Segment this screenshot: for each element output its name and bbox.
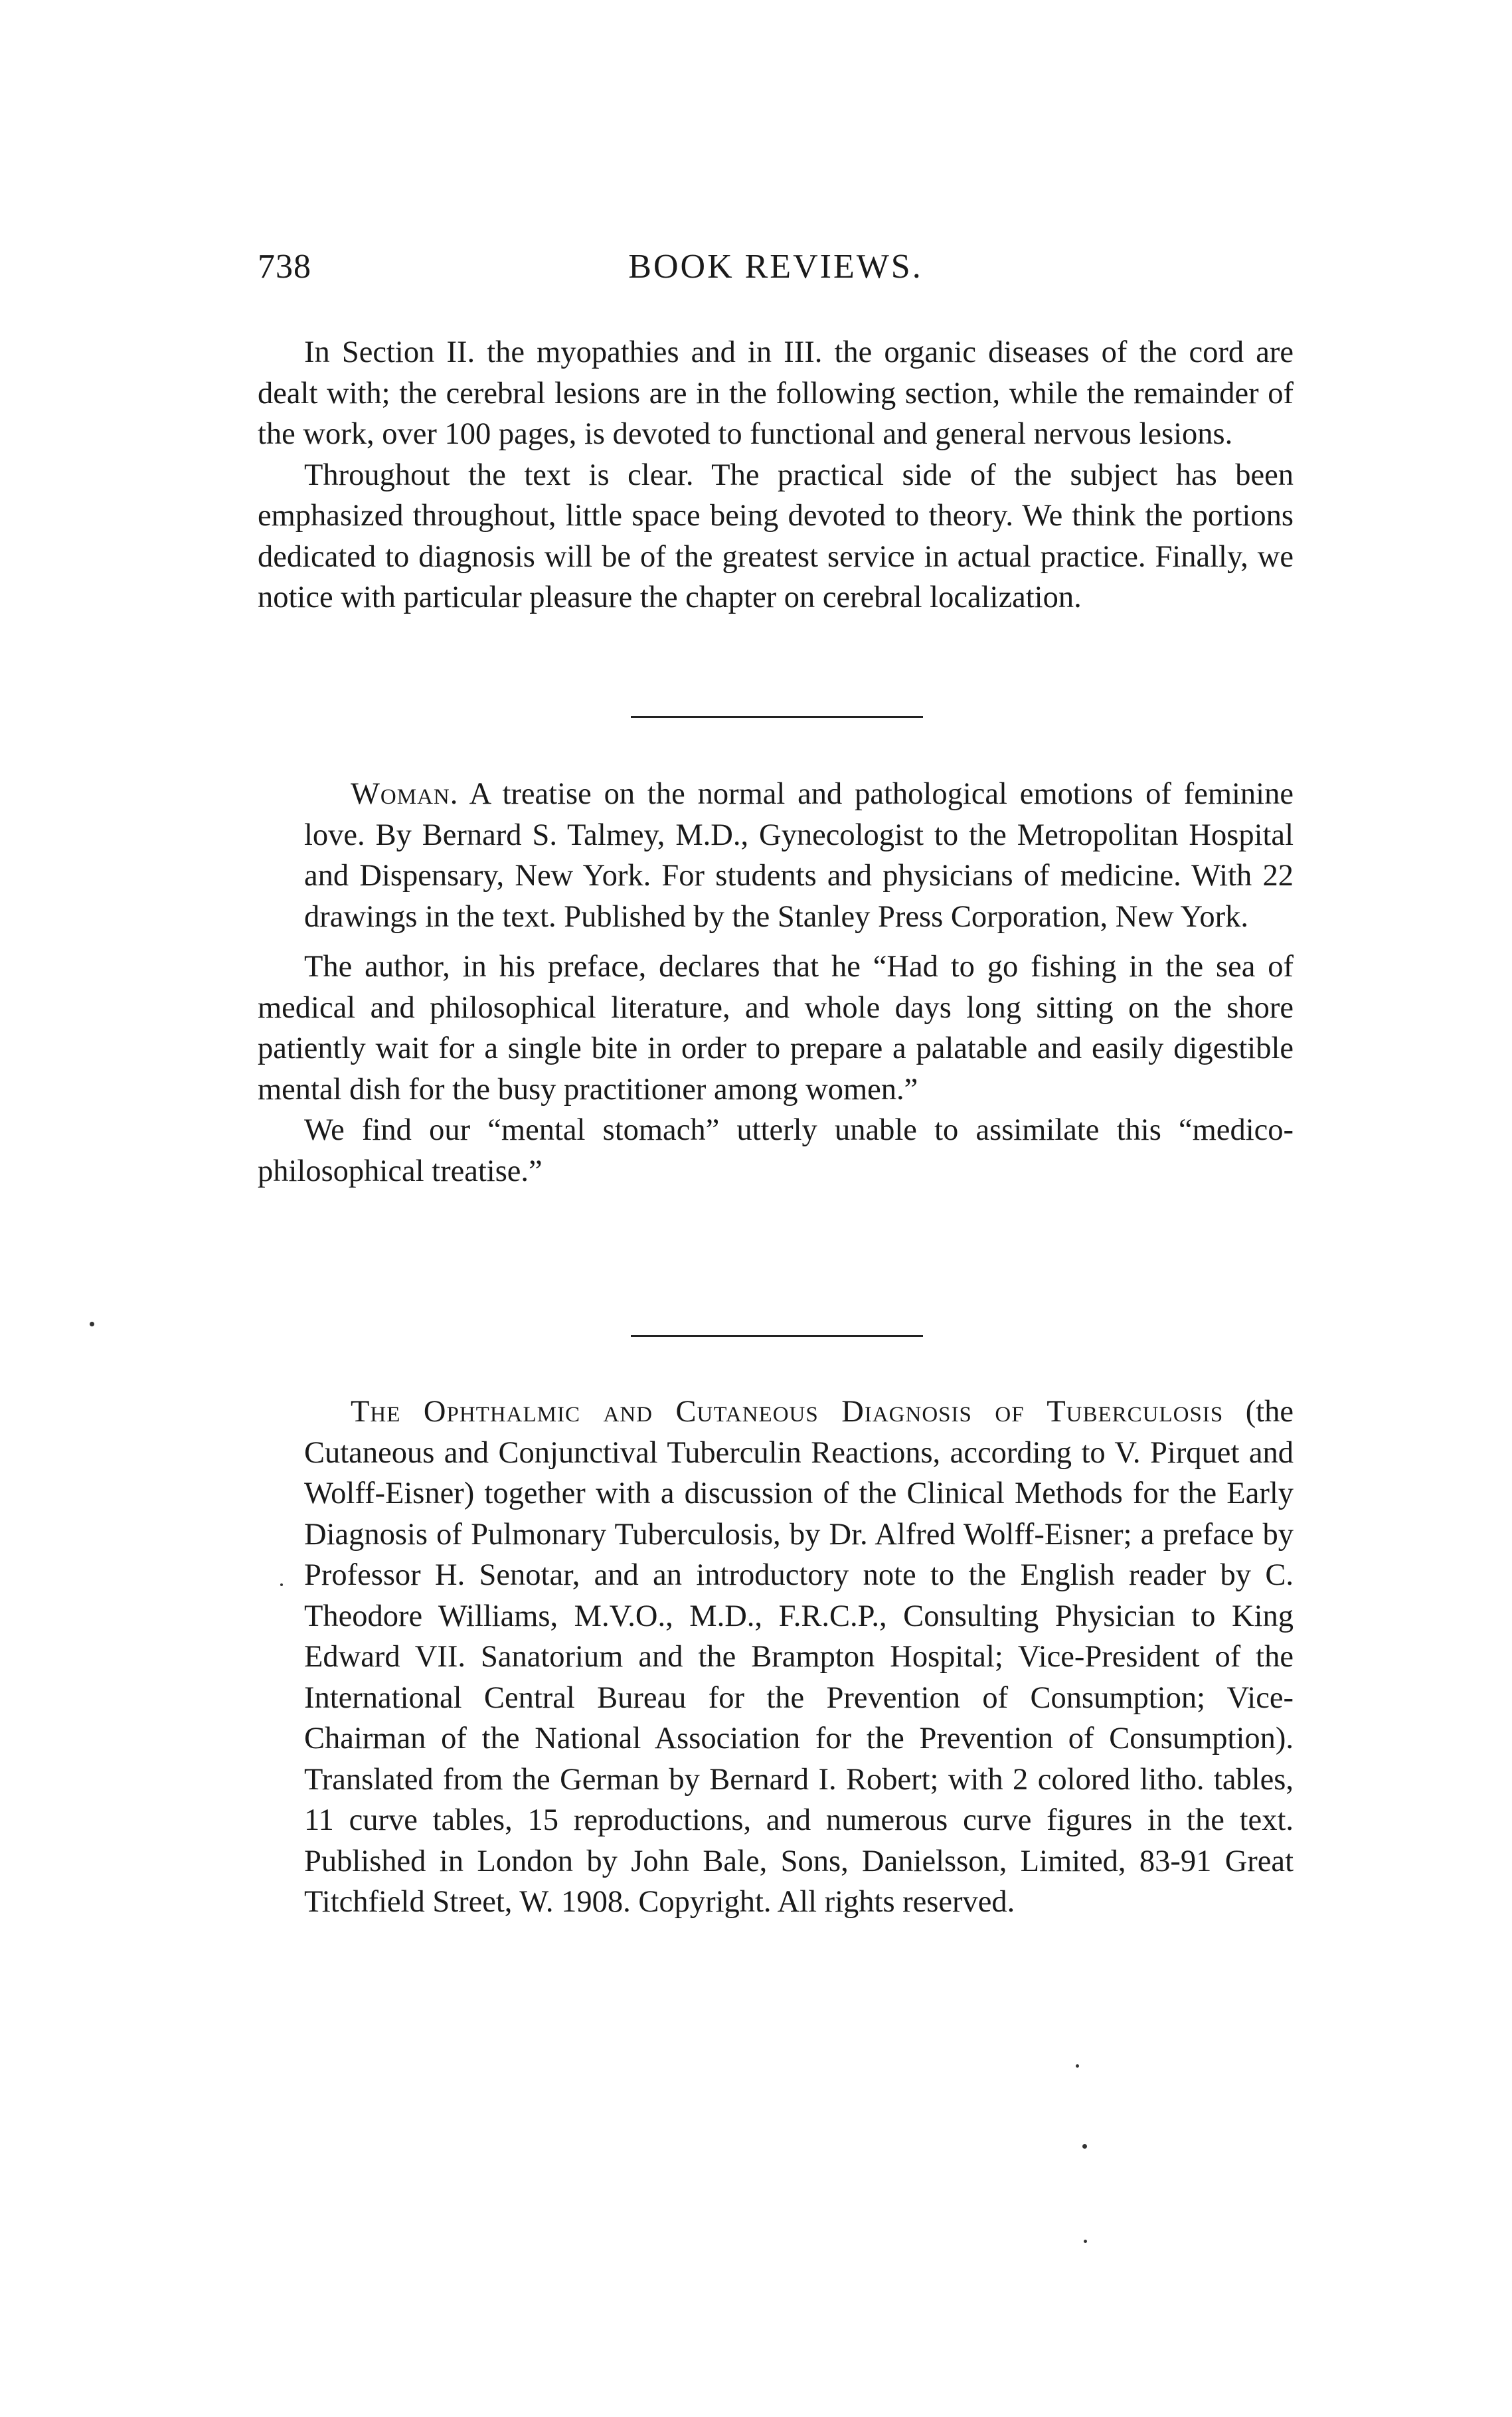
scan-speck [1082, 2144, 1087, 2149]
scan-speck [280, 1583, 283, 1586]
scan-speck [90, 1322, 94, 1326]
review-2-paragraph-1: The author, in his preface, declares that he “Had to go fishing in the sea of medical and philosophical literature, and whole days long sitting on the shore patiently wait for a single bite in order to prepare a palatable and easily digestible mental dish for the busy practitioner among women.” [258, 950, 1294, 1107]
page-header [258, 247, 1294, 294]
review-1 [258, 332, 1294, 618]
running-title: BOOK REVIEWS. [628, 248, 923, 286]
section-divider-2 [631, 1335, 923, 1337]
review-2-citation [258, 774, 1294, 937]
page-number: 738 [258, 248, 311, 286]
review-2-citation-text: A treatise on the normal and pathological emotions of feminine love. By Bernard S. Talmey, M.D., Gynecologist to the Metropolitan Hospital and Dispensary, New York. For students and physicians of medicine. With 22 drawings in the text. Published by the Stanley Press Corporation, New York. [304, 777, 1294, 934]
scan-speck [1084, 2240, 1087, 2243]
review-3-title: The Ophthalmic and Cutaneous Diagnosis of Tuberculosis [351, 1395, 1224, 1429]
review-2 [258, 774, 1294, 1192]
review-2-paragraph-2: We find our “mental stomach” utterly unable to assimilate this “medico-philosophical treatise.” [258, 1113, 1294, 1188]
scan-speck [1076, 2064, 1079, 2068]
section-divider-1 [631, 716, 923, 718]
review-3-citation [258, 1391, 1294, 1923]
review-1-paragraph-2: Throughout the text is clear. The practical side of the subject has been emphasized throughout, little space being devoted to theory. We think the portions dedicated to diagnosis will be of the greatest service in actual practice. Finally, we notice with particular pleasure the chapter on cerebral localization. [258, 458, 1294, 614]
review-1-paragraph-1: In Section II. the myopathies and in III. the organic diseases of the cord are dealt with; the cerebral lesions are in the following section, while the remainder of the work, over 100 pages, is devoted to functional and general nervous lesions. [258, 335, 1294, 451]
review-2-title: Woman. [351, 777, 459, 811]
review-3-citation-text: (the Cutaneous and Conjunctival Tuberculin Reactions, according to V. Pirquet and Wolff-Eisner) together with a discussion of the Clinical Methods for the Early Diagnosis of Pulmonary Tuberculosis, by Dr. Alfred Wolff-Eisner; a preface by Professor H. Senotar, and an introductory note to the English reader by C. Theodore Williams, M.V.O., M.D., F.R.C.P., Consulting Physician to King Edward VII. Sanatorium and the Brampton Hospital; Vice-President of the International Central Bureau for the Prevention of Consumption; Vice-Chairman of the National Association for the Prevention of Consumption). Translated from the German by Bernard I. Robert; with 2 colored litho. tables, 11 curve tables, 15 reproductions, and numerous curve figures in the text. Published in London by John Bale, Sons, Danielsson, Limited, 83-91 Great Titchfield Street, W. 1908. Copyright. All rights reserved. [304, 1395, 1294, 1919]
review-3 [258, 1391, 1294, 1923]
